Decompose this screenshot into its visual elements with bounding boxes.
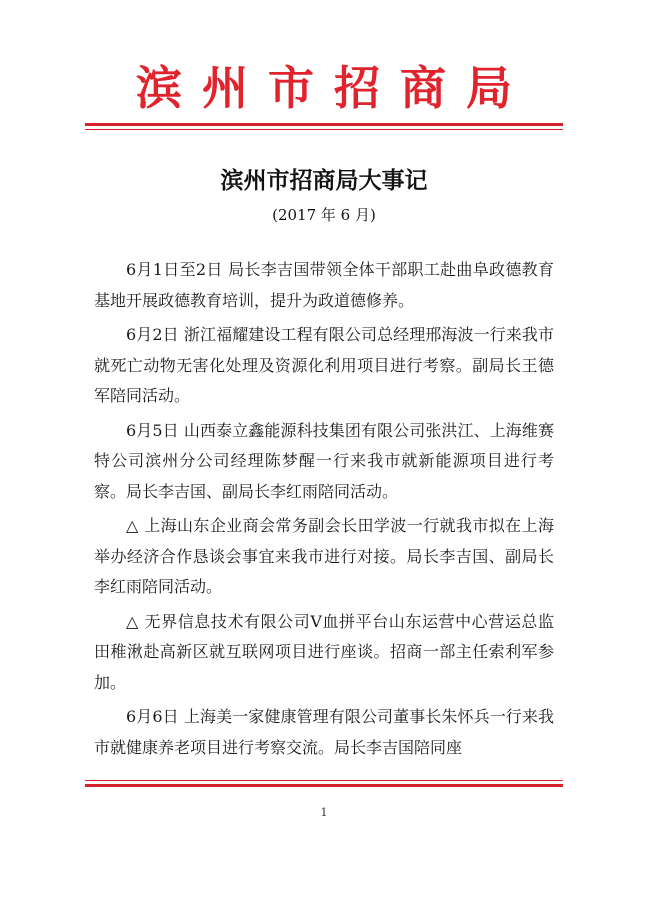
paragraph: △ 上海山东企业商会常务副会长田学波一行就我市拟在上海举办经济合作恳谈会事宜来我市进行对接。局长李吉国、副局长李红雨陪同活动。 <box>94 516 554 596</box>
footer-rule-thick <box>85 784 563 787</box>
paragraph: △ 无界信息技术有限公司V血拼平台山东运营中心营运总监田稚湫赴高新区就互联网项目进行座谈。招商一部主任索利军参加。 <box>94 611 554 692</box>
letterhead-org-name: 滨州市招商局 <box>136 61 532 115</box>
paragraph: 6月5日 山西泰立鑫能源科技集团有限公司张洪江、上海维赛特公司滨州分公司经理陈梦醒一行来我市就新能源项目进行考察。局长李吉国、副局长李红雨陪同活动。 <box>94 420 554 501</box>
document-body <box>94 255 554 767</box>
page-number: 1 <box>320 806 328 819</box>
header-rule-thin <box>85 129 563 130</box>
document-subtitle: (2017 年 6 月) <box>272 206 376 224</box>
paragraph: 6月2日 浙江福耀建设工程有限公司总经理邢海波一行来我市就死亡动物无害化处理及资源化利用项目进行考察。副局长王德军陪同活动。 <box>94 325 554 405</box>
paragraph: 6月1日至2日 局长李吉国带领全体干部职工赴曲阜政德教育基地开展政德教育培训，提升为政道德修养。 <box>94 260 554 310</box>
paragraph: 6月6日 上海美一家健康管理有限公司董事长朱怀兵一行来我市就健康养老项目进行考察交流。局长李吉国陪同座 <box>94 707 554 757</box>
header-rule-thick <box>85 123 563 126</box>
document-title: 滨州市招商局大事记 <box>220 167 428 194</box>
footer-rule-thin <box>85 780 563 781</box>
